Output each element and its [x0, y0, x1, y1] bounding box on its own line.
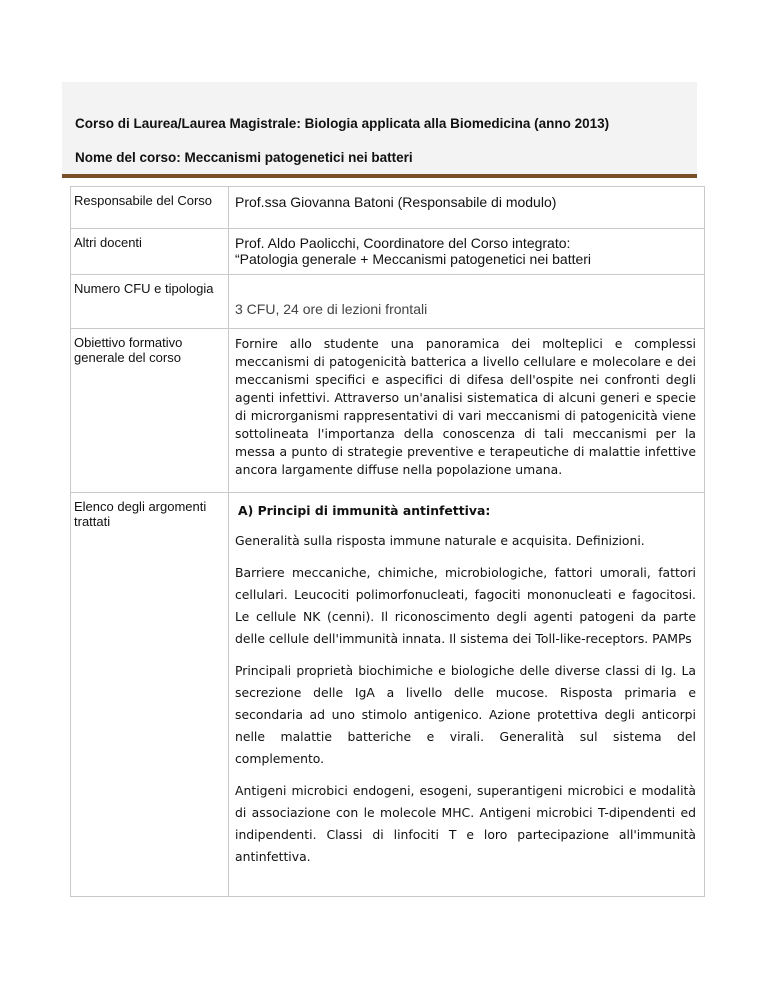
label-responsabile: Responsabile del Corso: [71, 187, 229, 229]
value-cfu: 3 CFU, 24 ore di lezioni frontali: [235, 301, 428, 317]
course-title: Corso di Laurea/Laurea Magistrale: Biologia applicata alla Biomedicina (anno 2013): [75, 116, 610, 131]
row-responsabile: [71, 187, 705, 229]
label-obiettivo: Obiettivo formativo generale del corso: [71, 329, 229, 493]
paragraph-4: Antigeni microbici endogeni, esogeni, superantigeni microbici e modalità di associazione con le molecole MHC. Antigeni microbici T-dipendenti ed indipendenti. Classi di linfociti T e loro partecipazione all'immunità antinfettiva.: [235, 783, 696, 864]
section-title: A) Principi di immunità antinfettiva:: [238, 503, 491, 518]
row-argomenti: [71, 493, 705, 897]
paragraph-1: Generalità sulla risposta immune naturale e acquisita. Definizioni.: [235, 533, 645, 548]
value-responsabile: Prof.ssa Giovanna Batoni (Responsabile di modulo): [235, 194, 557, 210]
row-cfu: [71, 275, 705, 329]
course-info-table: [70, 186, 705, 897]
header-divider: [62, 174, 697, 178]
row-altri-docenti: [71, 229, 705, 275]
value-altri-1: Prof. Aldo Paolicchi, Coordinatore del Corso integrato:: [235, 235, 571, 251]
paragraph-2: Barriere meccaniche, chimiche, microbiologiche, fattori umorali, fattori cellulari. Leucociti polimorfonucleati, fagociti mononucleati e fagocitosi. Le cellule NK (cenni). Il riconoscimento degli agenti patogeni da parte delle cellule dell'immunità innata. Il sistema dei Toll-like-receptors. PAMPs: [235, 565, 696, 646]
course-name: Nome del corso: Meccanismi patogenetici nei batteri: [75, 150, 413, 165]
row-obiettivo: [71, 329, 705, 493]
label-altri-docenti: Altri docenti: [71, 229, 229, 275]
paragraph-3: Principali proprietà biochimiche e biologiche delle diverse classi di Ig. La secrezione delle IgA a livello delle mucose. Risposta primaria e secondaria ad uno stimolo antigenico. Azione protettiva degli anticorpi nelle malattie batteriche e virali. Generalità sul sistema del complemento.: [235, 663, 696, 766]
label-argomenti: Elenco degli argomenti trattati: [71, 493, 229, 897]
value-altri-2: “Patologia generale + Meccanismi patogenetici nei batteri: [235, 251, 592, 267]
value-obiettivo: Fornire allo studente una panoramica dei molteplici e complessi meccanismi di patogenicità batterica a livello cellulare e molecolare e dei meccanismi specifici e aspecifici di difesa dell'ospite nei confronti degli agenti infettivi. Attraverso un'analisi sistematica di alcuni generi e specie di microrganismi rappresentativi di vari meccanismi di patogenicità viene sottolineata l'importanza della conoscenza di tali meccanismi per la messa a punto di strategie preventive e terapeutiche di malattie infettive ancora largamente diffuse nella popolazione umana.: [235, 336, 696, 477]
label-cfu: Numero CFU e tipologia: [71, 275, 229, 329]
